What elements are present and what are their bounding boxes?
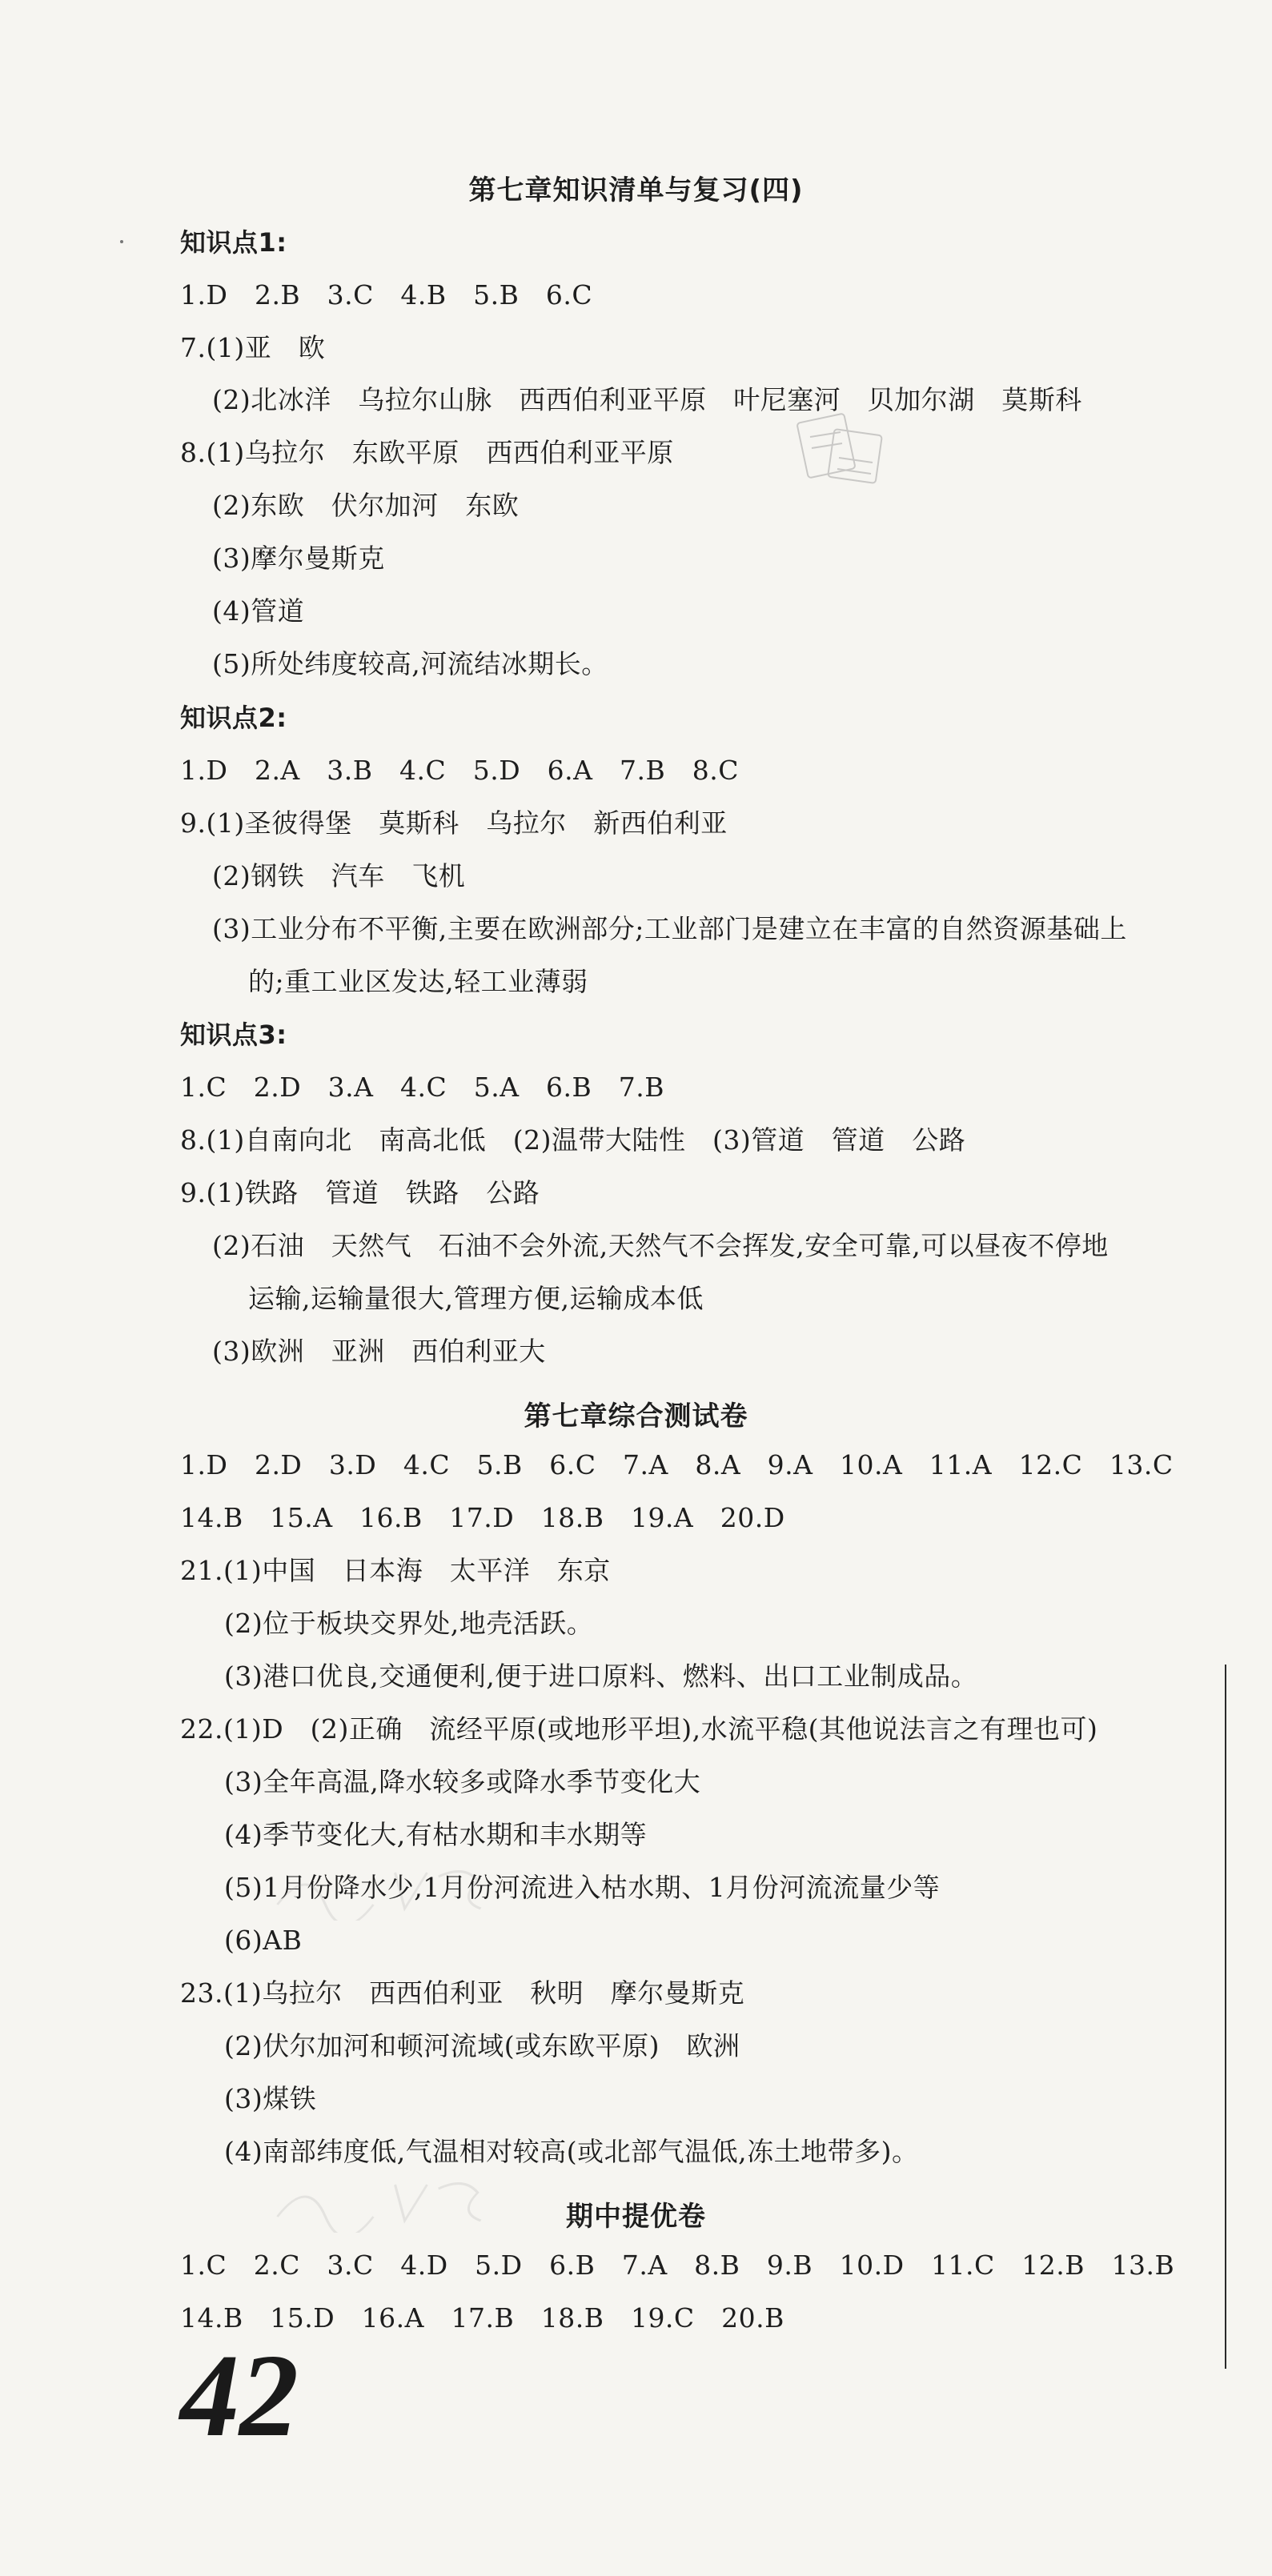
answer-line: (4)管道 [212,595,305,627]
answer-line: 23.(1)乌拉尔 西西伯利亚 秋明 摩尔曼斯克 [180,1977,745,2009]
answer-line: (2)石油 天然气 石油不会外流,天然气不会挥发,安全可靠,可以昼夜不停地 [212,1230,1109,1261]
answer-line: (3)欧洲 亚洲 西伯利亚大 [212,1336,546,1367]
answer-line: 运输,运输量很大,管理方便,运输成本低 [248,1283,704,1314]
answer-line: (5)所处纬度较高,河流结冰期长。 [212,648,608,679]
section-heading-midterm: 期中提优卷 [566,2201,706,2233]
scan-speck [120,240,123,243]
answer-line: (5)1月份降水少,1月份河流进入枯水期、1月份河流流量少等 [224,1872,941,1903]
page-number: 42 [180,2330,299,2462]
faint-stamp-icon [792,400,889,496]
answer-line: 9.(1)铁路 管道 铁路 公路 [180,1177,540,1208]
answer-line: 8.(1)乌拉尔 东欧平原 西西伯利亚平原 [180,437,674,468]
knowledge-point-label: 知识点1: [180,227,287,258]
watermark-icon [267,1857,518,1921]
knowledge-point-label: 知识点2: [180,703,287,733]
answer-line: (2)钢铁 汽车 飞机 [212,860,466,891]
knowledge-point-label: 知识点3: [180,1020,287,1050]
margin-rule [1225,1665,1226,2369]
answer-line: (2)位于板块交界处,地壳活跃。 [224,1608,594,1639]
answer-line: (3)港口优良,交通便利,便于进口原料、燃料、出口工业制成品。 [224,1661,978,1692]
watermark-icon [267,2169,518,2233]
answer-line: (4)南部纬度低,气温相对较高(或北部气温低,冻土地带多)。 [224,2136,919,2167]
answer-line: 1.C 2.D 3.A 4.C 5.A 6.B 7.B [180,1072,665,1103]
section-heading-chapter7-review: 第七章知识清单与复习(四) [468,174,804,206]
answer-line: 22.(1)D (2)正确 流经平原(或地形平坦),水流平稳(其他说法言之有理也可) [180,1713,1098,1745]
answer-line: 7.(1)亚 欧 [180,332,326,363]
answer-line: (3)煤铁 [224,2083,317,2114]
answer-line: (4)季节变化大,有枯水期和丰水期等 [224,1819,648,1850]
answer-line: 1.D 2.D 3.D 4.C 5.B 6.C 7.A 8.A 9.A 10.A 11.A 12.C 13.C [180,1449,1174,1480]
answer-line: (2)东欧 伏尔加河 东欧 [212,490,520,521]
answer-line: (3)全年高温,降水较多或降水季节变化大 [224,1766,701,1797]
answer-line: 1.D 2.A 3.B 4.C 5.D 6.A 7.B 8.C [180,755,739,786]
answer-line: (2)北冰洋 乌拉尔山脉 西西伯利亚平原 叶尼塞河 贝加尔湖 莫斯科 [212,384,1082,415]
answer-line: 21.(1)中国 日本海 太平洋 东京 [180,1555,611,1586]
answer-line: 的;重工业区发达,轻工业薄弱 [248,966,588,997]
answer-line: 1.D 2.B 3.C 4.B 5.B 6.C [180,279,593,310]
answer-line: 14.B 15.D 16.A 17.B 18.B 19.C 20.B [180,2302,784,2334]
answer-line: (3)摩尔曼斯克 [212,543,385,574]
answer-line: (3)工业分布不平衡,主要在欧洲部分;工业部门是建立在丰富的自然资源基础上 [212,913,1127,944]
answer-line: (6)AB [224,1925,303,1956]
answer-line: 8.(1)自南向北 南高北低 (2)温带大陆性 (3)管道 管道 公路 [180,1124,966,1156]
answer-line: 14.B 15.A 16.B 17.D 18.B 19.A 20.D [180,1502,785,1533]
answer-line: 9.(1)圣彼得堡 莫斯科 乌拉尔 新西伯利亚 [180,807,728,839]
answer-line: (2)伏尔加河和顿河流域(或东欧平原) 欧洲 [224,2030,740,2061]
section-heading-chapter7-test: 第七章综合测试卷 [524,1400,748,1432]
answer-line: 1.C 2.C 3.C 4.D 5.D 6.B 7.A 8.B 9.B 10.D 11.C 12.B 13.B [180,2249,1175,2281]
